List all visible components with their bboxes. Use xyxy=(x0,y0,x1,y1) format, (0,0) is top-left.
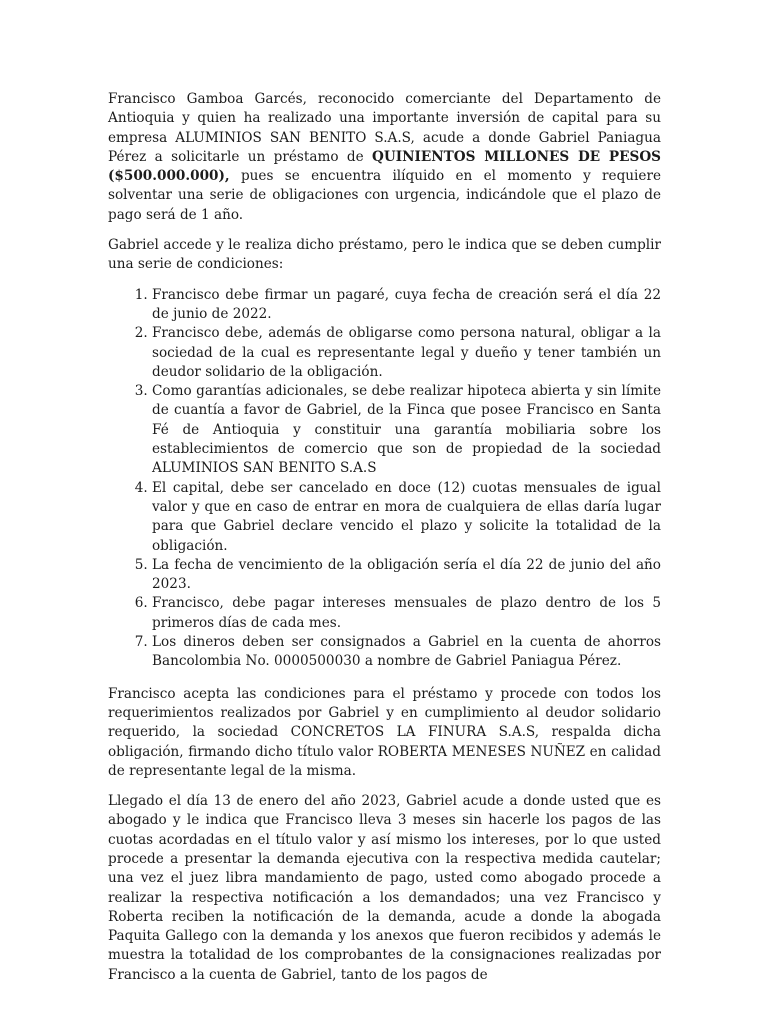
paragraph-lawsuit: Llegado el día 13 de enero del año 2023, Gabriel acude a donde usted que es abogado y le indica que Francisco lleva 3 meses sin hacerle los pagos de las cuotas acordadas en el título valor y así mismo los intereses, por lo que usted procede a presentar la demanda ejecutiva con la respectiva medida cautelar; una vez el juez libra mandamiento de pago, usted como abogado procede a realizar la respectiva notificación a los demandados; una vez Francisco y Roberta reciben la notificación de la demanda, acude a donde la abogada Paquita Gallego con la demanda y los anexos que fueron recibidos y además le muestra la totalidad de los comprobantes de la consignaciones realizadas por Francisco a la cuenta de Gabriel, tanto de los pagos de xyxy=(108,793,661,983)
condition-item: 4. El capital, debe ser cancelado en doce (12) cuotas mensuales de igual valor y que en caso de entrar en mora de cualquiera de ellas daría lugar para que Gabriel declare vencido el plazo y solicite la totalidad de la obligación. xyxy=(152,479,661,556)
paragraph-loan-request-text-2: pues se encuentra ilíquido en el momento y requiere solventar una serie de obligaciones con urgencia, indicándole que el plazo de pago será de 1 año. xyxy=(108,168,661,223)
condition-item: 7. Los dineros deben ser consignados a Gabriel en la cuenta de ahorros Bancolombia No. 0000500030 a nombre de Gabriel Paniagua Pérez. xyxy=(152,633,661,672)
paragraph-loan-request-text-1: Francisco Gamboa Garcés, reconocido comerciante del Departamento de Antioquia y quien ha realizado una importante inversión de capital para su empresa ALUMINIOS SAN BENITO S.A.S, acude a donde Gabriel Paniagua Pérez a solicitarle un préstamo de xyxy=(108,91,661,165)
condition-item: 3. Como garantías adicionales, se debe realizar hipoteca abierta y sin límite de cuantía a favor de Gabriel, de la Finca que posee Francisco en Santa Fé de Antioquia y constituir una garantía mobiliaria sobre los establecimientos de comercio que son de propiedad de la sociedad ALUMINIOS SAN BENITO S.A.S xyxy=(152,382,661,478)
paragraph-conditions-intro: Gabriel accede y le realiza dicho préstamo, pero le indica que se deben cumplir una serie de condiciones: xyxy=(108,237,661,273)
condition-item: 2. Francisco debe, además de obligarse como persona natural, obligar a la sociedad de la cual es representante legal y dueño y tener también un deudor solidario de la obligación. xyxy=(152,324,661,382)
paragraph-acceptance: Francisco acepta las condiciones para el préstamo y procede con todos los requerimientos realizados por Gabriel y en cumplimiento al deudor solidario requerido, la sociedad CONCRETOS LA FINURA S.A.S, respalda dicha obligación, firmando dicho título valor ROBERTA MENESES NUÑEZ en calidad de representante legal de la misma. xyxy=(108,685,661,779)
document-page xyxy=(108,90,661,996)
condition-item: 6. Francisco, debe pagar intereses mensuales de plazo dentro de los 5 primeros días de cada mes. xyxy=(152,594,661,633)
conditions-list xyxy=(108,286,661,672)
condition-item: 5. La fecha de vencimiento de la obligación sería el día 22 de junio del año 2023. xyxy=(152,556,661,595)
paragraph-loan-request xyxy=(108,90,661,225)
loan-amount-bold: QUINIENTOS MILLONES DE PESOS ($500.000.000), xyxy=(108,148,661,185)
condition-item: 1. Francisco debe firmar un pagaré, cuya fecha de creación será el día 22 de junio de 2022. xyxy=(152,286,661,325)
